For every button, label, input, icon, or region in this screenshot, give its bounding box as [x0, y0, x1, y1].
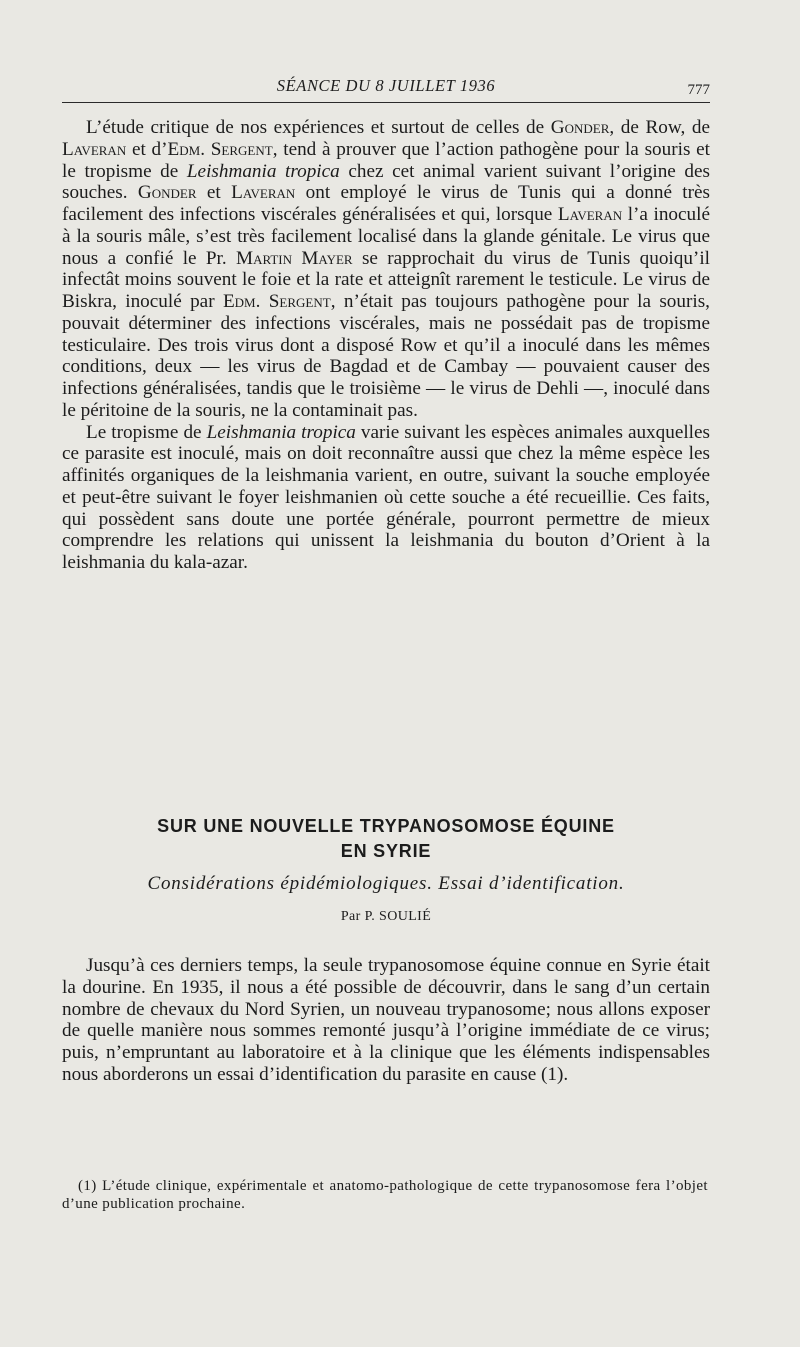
new-article-body: [62, 955, 710, 1086]
footnote-text: (1) L’étude clinique, expérimentale et anatomo-pathologique de cette trypanosomose fera l’objet d’une publication prochaine.: [62, 1178, 708, 1212]
article-title-line-2: EN SYRIE: [340, 841, 432, 861]
author-name: Laveran: [557, 204, 623, 225]
paragraph-1: L’étude critique de nos expériences et surtout de celles de Gonder, de Row, de Laveran et d’Edm. Sergent, tend à prouver que l’action pathogène pour la souris et le tropisme de Leishmania tropica chez cet animal varient suivant l’origine des souches. Gonder et Laveran ont employé le virus de Tunis qui a donné très facilement des infections viscérales généralisées et qui, lorsque Laveran l’a inoculé à la souris mâle, s’est très facilement localisé dans la glande génitale. Le virus que nous a confié le Pr. Martin Mayer se rapprochait du virus de Tunis quoiqu’il infectât moins souvent le foie et la rate et atteignît rarement le testicule. Le virus de Biskra, inoculé par Edm. Sergent, n’était pas toujours pathogène pour la souris, pouvait déterminer des infections viscérales, mais ne possédait pas de tropisme testiculaire. Des trois virus dont a disposé Row et qu’il a inoculé dans les mêmes conditions, deux — les virus de Bagdad et de Cambay — pouvaient causer des infections généralisées, tandis que le troisième — le virus de Dehli —, inoculé dans le péritoine de la souris, ne la contaminait pas.: [62, 117, 711, 421]
author-name: Laveran: [62, 138, 127, 160]
species-name: Leishmania tropica: [206, 421, 356, 443]
article-subtitle: Considérations épidémiologiques. Essai d’identification.: [147, 873, 625, 894]
page-number: 777: [687, 82, 710, 98]
species-name: Leishmania tropica: [186, 160, 340, 182]
author-name: Martin Mayer: [236, 247, 353, 269]
author-name: Edm. Sergent: [167, 138, 273, 160]
article-title: [62, 814, 710, 864]
paragraph-2: Le tropisme de Leishmania tropica varie suivant les espèces animales auxquelles ce parasite est inoculé, mais on doit reconnaître aussi que chez la même espèce les affinités organiques de la leishmania varient, en outre, suivant la souche employée et peut-être suivant le foyer leishmanien où cette souche a été recueillie. Ces faits, qui possèdent sans doute une portée générale, pourront permettre de mieux comprendre les relations qui unissent la leishmania du bouton d’Orient à la leishmania du kala-azar.: [62, 421, 710, 573]
author-name: Laveran: [231, 182, 296, 204]
paragraph-intro: Jusqu’à ces derniers temps, la seule trypanosomose équine connue en Syrie était la dourine. En 1935, il nous a été possible de découvrir, dans le sang d’un certain nombre de chevaux du Nord Syrien, un nouveau trypanosome; nous allons exposer de quelle manière nous sommes remonté jusqu’à l’origine immédiate de ce virus; puis, n’empruntant au laboratoire et à la clinique que les éléments indispensables nous aborderons un essai d’identification du parasite en cause (1).: [62, 955, 710, 1085]
author-name: Gonder: [550, 117, 610, 138]
article-title-line-1: SUR UNE NOUVELLE TRYPANOSOMOSE ÉQUINE: [157, 816, 615, 836]
continued-article-body: [62, 117, 710, 574]
running-title: SÉANCE DU 8 JUILLET 1936: [276, 76, 496, 95]
author-name: Gonder: [137, 182, 197, 204]
author-name: Edm. Sergent: [222, 291, 331, 312]
footnote: [62, 1177, 708, 1213]
author-byline: Par P. SOULIÉ: [340, 909, 432, 924]
running-header: [62, 74, 710, 103]
